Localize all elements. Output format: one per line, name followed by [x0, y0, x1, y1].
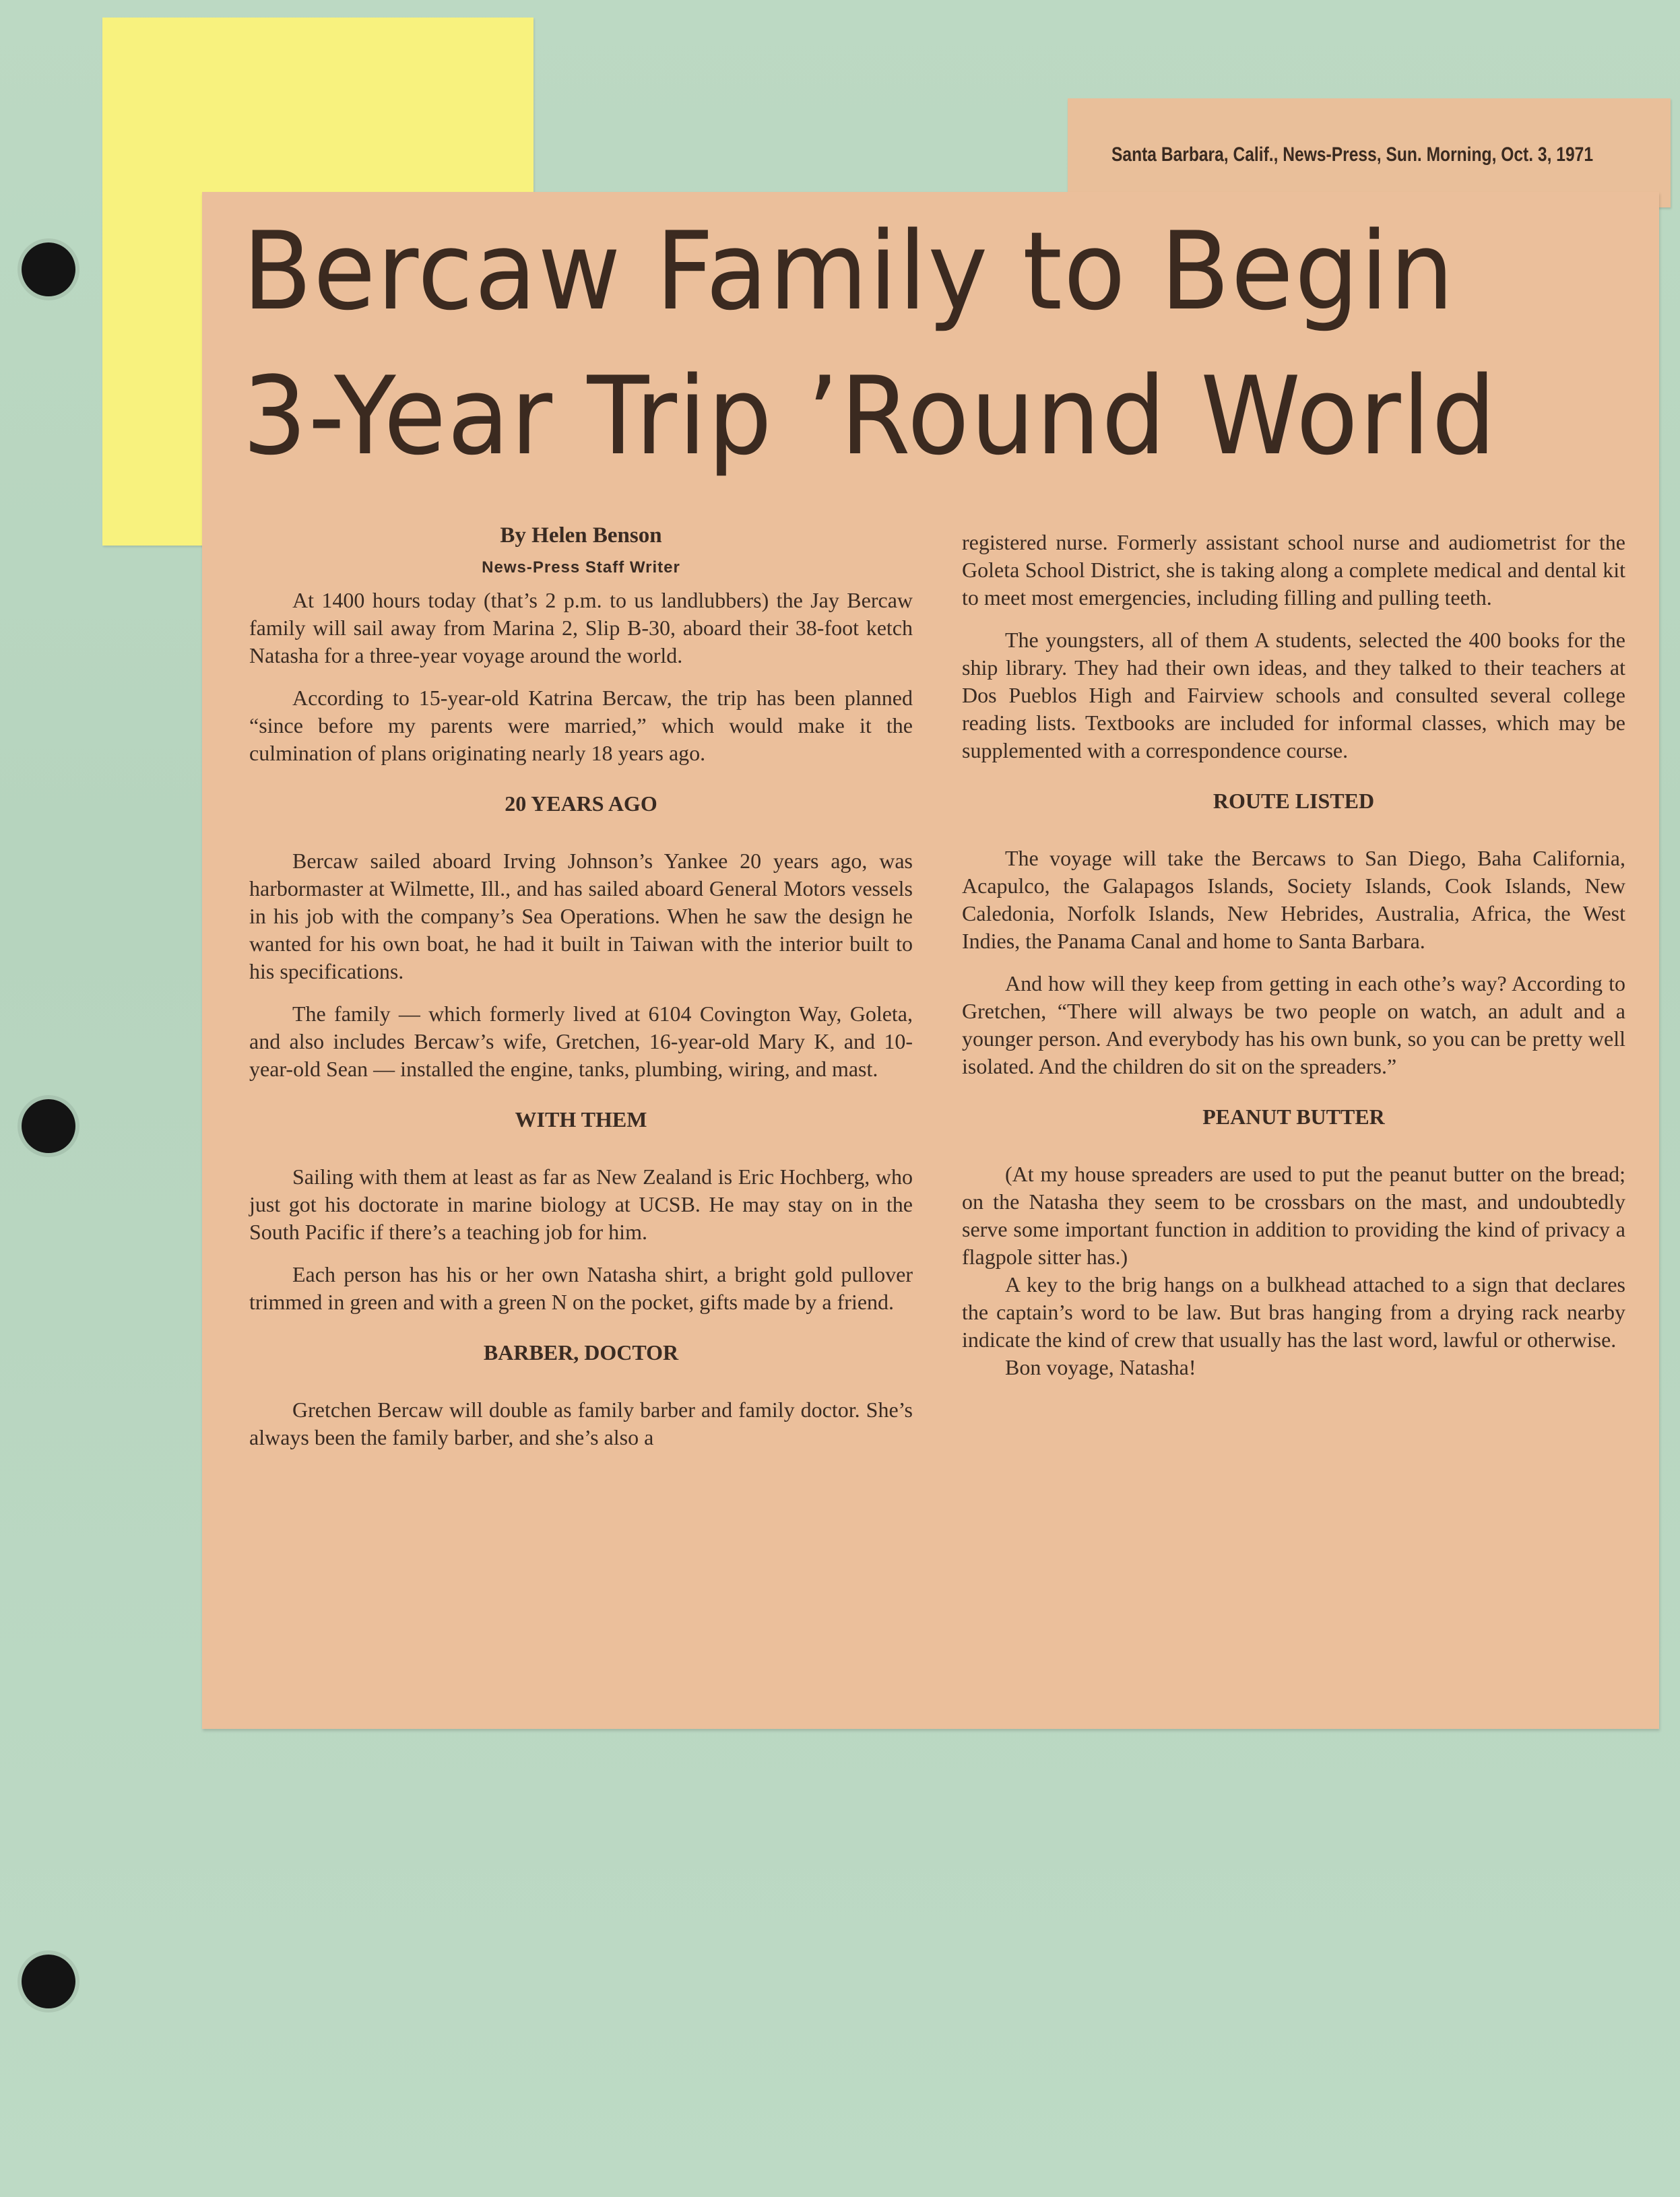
paragraph: And how will they keep from getting in each othe’s way? According to Gretchen, “There will always be two people on watch, an adult and a younger person. And everybody has his own bunk, so you can be pretty well isolated. And the children do sit on the spreaders.” — [962, 971, 1625, 1078]
headline-line-2: 3-Year Trip ’Round World — [243, 353, 1497, 479]
paragraph: The youngsters, all of them A students, selected the 400 books for the ship library. They had their own ideas, and they talked to their teachers at Dos Pueblos High and Fairview schools and consulted several college reading lists. Textbooks are included for informal classes, which may be supplemented with a correspondence course. — [962, 628, 1625, 762]
punch-hole-middle — [22, 1099, 75, 1153]
paragraph: registered nurse. Formerly assistant school nurse and audiometrist for the Goleta School District, she is taking along a complete medical and dental kit to meet most emergencies, including filling and pulling teeth. — [962, 530, 1625, 610]
paragraph: According to 15-year-old Katrina Bercaw, the trip has been planned “since before my parents were married,” which would make it the culmination of plans originating nearly 18 years ago. — [249, 686, 913, 765]
paragraph: Bercaw sailed aboard Irving Johnson’s Yankee 20 years ago, was harbormaster at Wilmette, Ill., and has sailed aboard General Motors vessels in his job with the company’s Sea Operations. When he saw the design he wanted for his own boat, he had it built in Taiwan with the interior built to his specifications. — [249, 849, 913, 983]
paragraph: The voyage will take the Bercaws to San Diego, Baha California, Acapulco, the Galapagos Islands, Society Islands, Cook Islands, New Caledonia, Norfolk Islands, New Hebrides, Australia, Africa, the West Indies, the Panama Canal and home to Santa Barbara. — [962, 846, 1625, 953]
paragraph: Gretchen Bercaw will double as family barber and family doctor. She’s always been the family barber, and she’s also a — [249, 1398, 913, 1449]
subhead: 20 YEARS AGO — [505, 791, 657, 816]
article-left-column — [249, 522, 913, 1466]
paragraph: (At my house spreaders are used to put the peanut butter on the bread; on the Natasha they seem to be crossbars on the mast, and undoubtedly serve some important function in addition to providing the kind of privacy a flagpole sitter has.) — [962, 1162, 1625, 1269]
subhead: ROUTE LISTED — [1213, 789, 1375, 813]
paragraph: The family — which formerly lived at 6104 Covington Way, Goleta, and also includes Bercaw’s wife, Gretchen, 16-year-old Mary K, and 10-year-old Sean — installed the engine, tanks, plumbing, wiring, and mast. — [249, 1002, 913, 1081]
paragraph: Bon voyage, Natasha! — [1005, 1355, 1196, 1379]
punch-hole-bottom — [22, 1955, 75, 2008]
article-right-column — [962, 529, 1625, 1381]
subhead: PEANUT BUTTER — [1202, 1105, 1385, 1129]
paragraph: Each person has his or her own Natasha shirt, a bright gold pullover trimmed in green and with a green N on the pocket, gifts made by a friend. — [249, 1262, 913, 1314]
subhead: WITH THEM — [515, 1107, 647, 1132]
subhead: BARBER, DOCTOR — [483, 1340, 679, 1365]
staff-title: News-Press Staff Writer — [482, 558, 680, 577]
headline — [243, 199, 1572, 488]
byline: By Helen Benson — [500, 523, 662, 548]
punch-hole-top — [22, 242, 75, 296]
headline-line-1: Bercaw Family to Begin — [243, 208, 1456, 334]
paragraph: Sailing with them at least as far as New Zealand is Eric Hochberg, who just got his doctorate in marine biology at UCSB. He may stay on in the South Pacific if there’s a teaching job for him. — [249, 1165, 913, 1244]
dateline: Santa Barbara, Calif., News-Press, Sun. Morning, Oct. 3, 1971 — [1111, 143, 1594, 166]
paragraph: At 1400 hours today (that’s 2 p.m. to us landlubbers) the Jay Bercaw family will sail away from Marina 2, Slip B-30, aboard their 38-foot ketch Natasha for a three-year voyage around the world. — [249, 588, 913, 667]
paragraph: A key to the brig hangs on a bulkhead attached to a sign that declares the captain’s word to be law. But bras hanging from a drying rack nearby indicate the kind of crew that usually has the last word, lawful or otherwise. — [962, 1272, 1625, 1352]
